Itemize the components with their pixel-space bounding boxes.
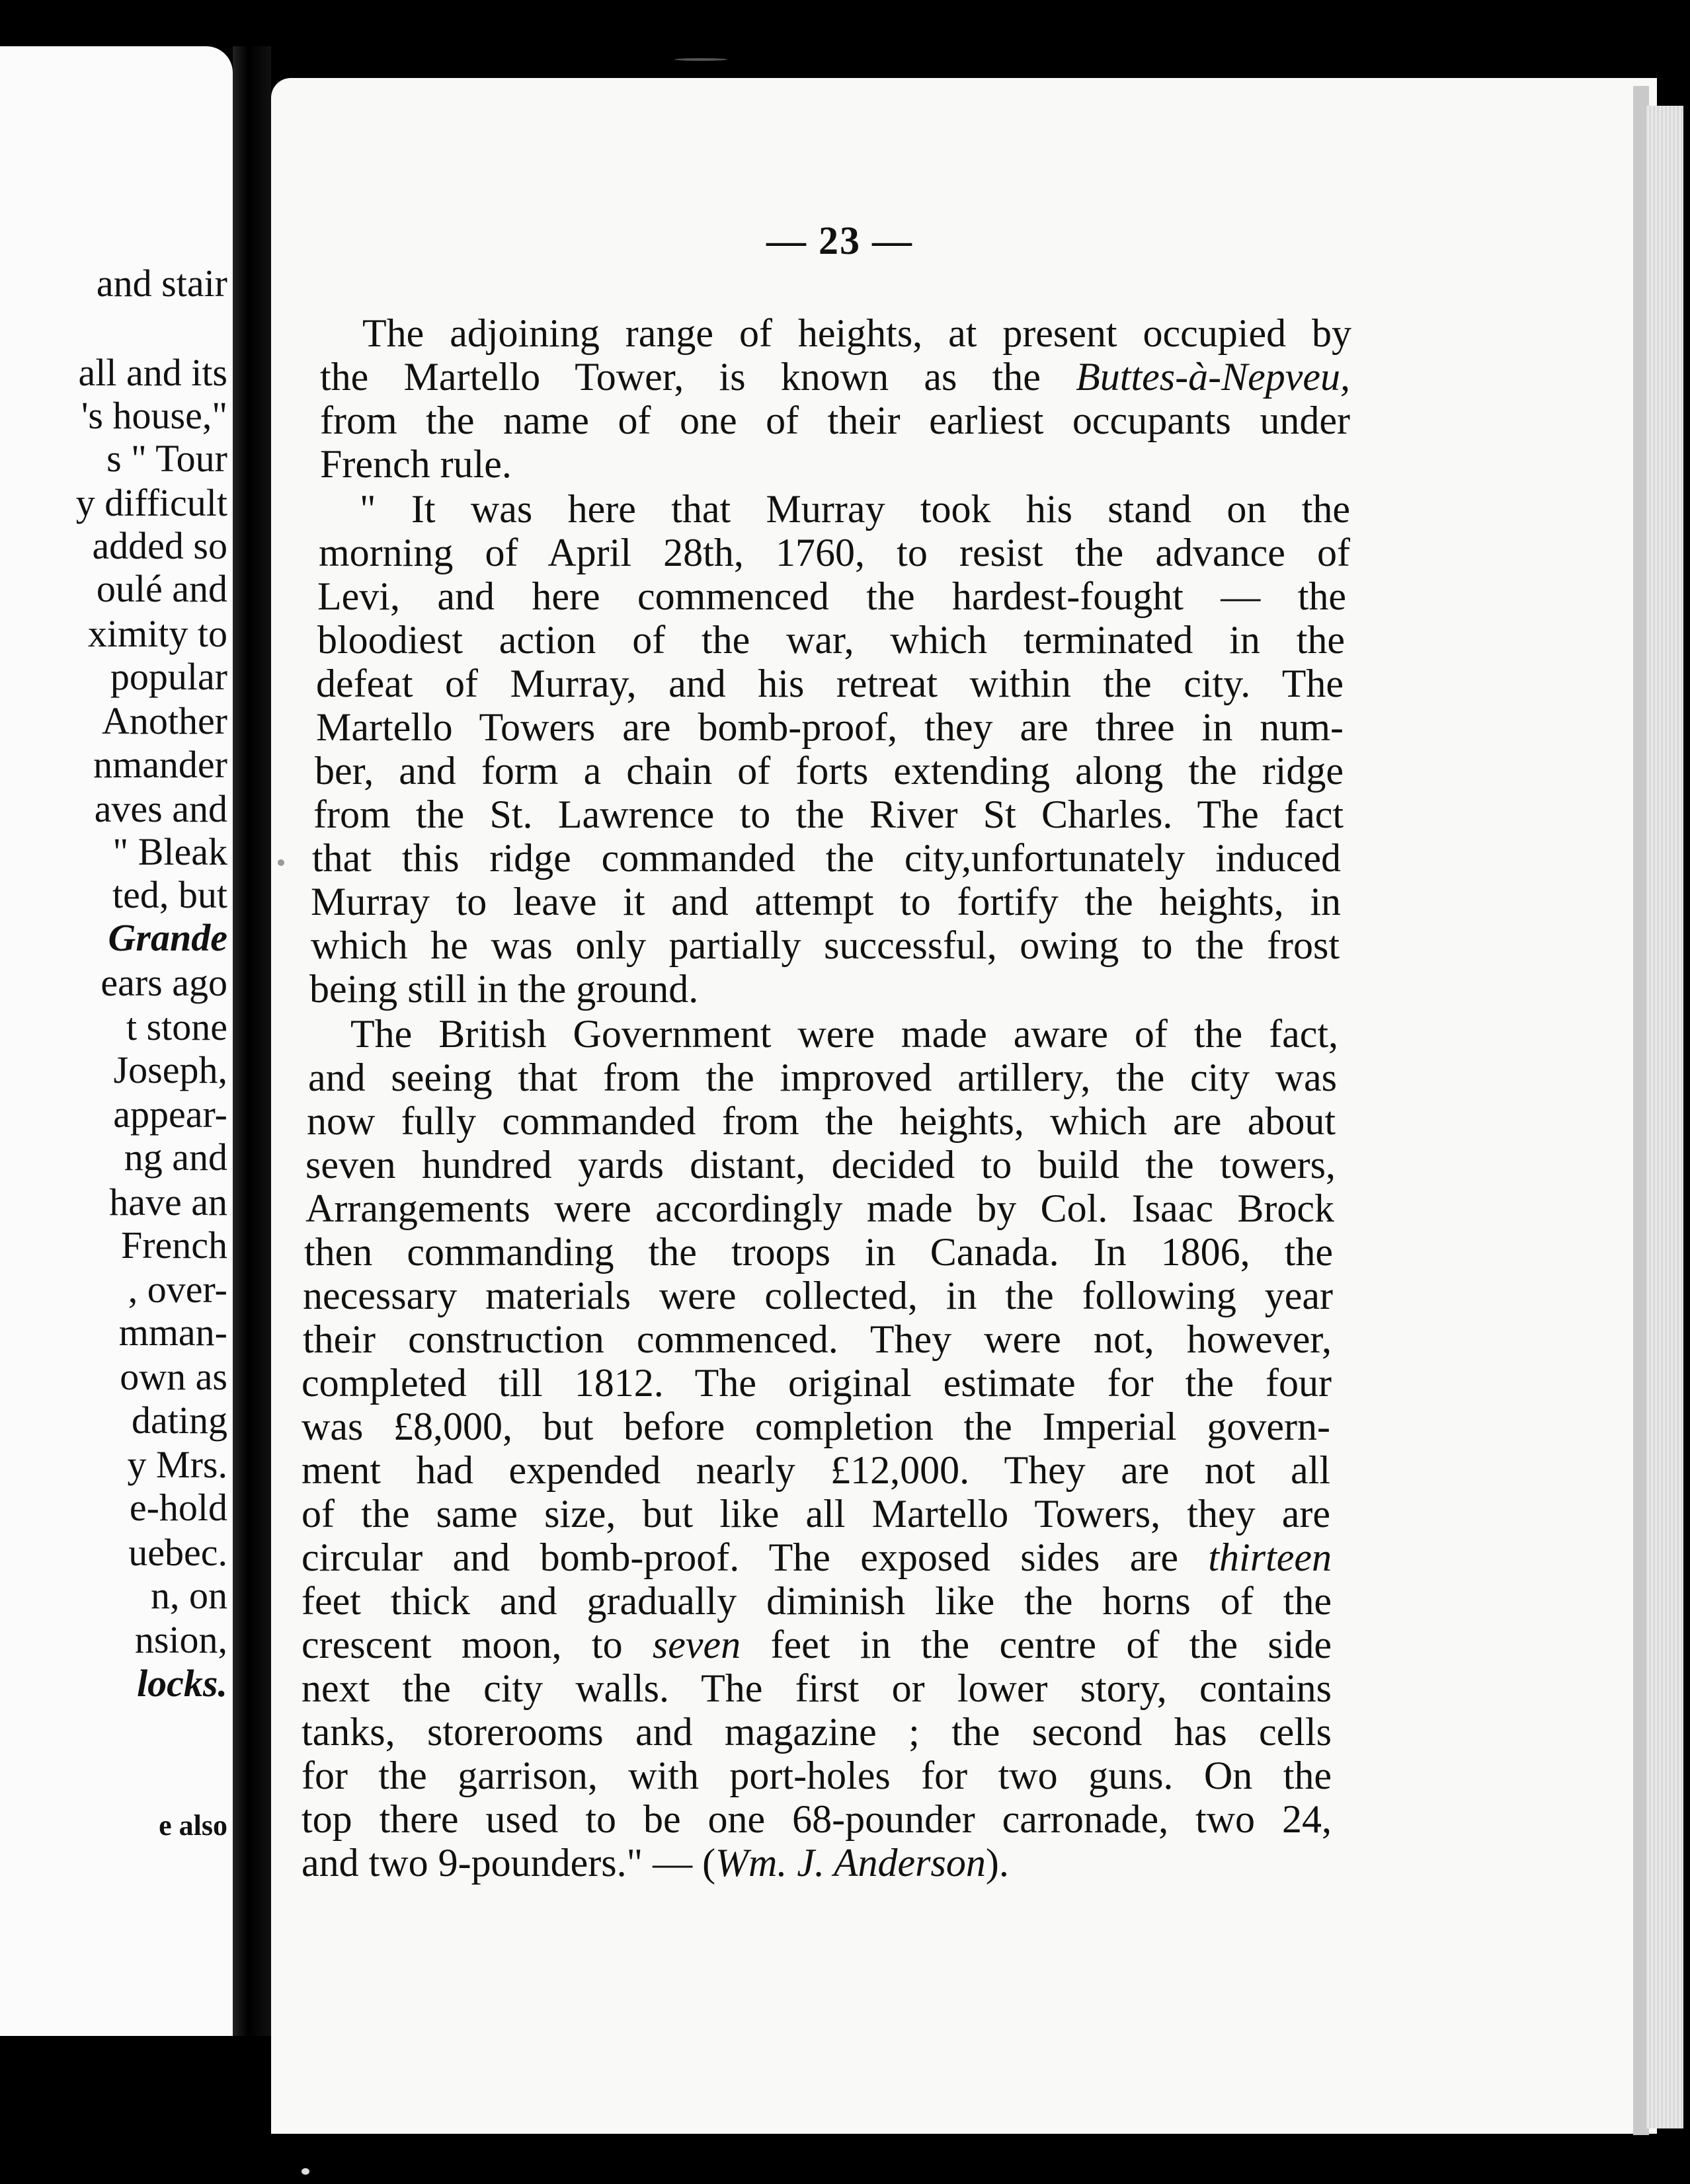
- text-line: French rule.: [320, 442, 512, 486]
- left-page-line: , over-: [128, 1268, 227, 1311]
- left-page-line: mman-: [118, 1311, 227, 1354]
- text-line: then commanding the troops in Canada. In 1806, the: [304, 1230, 1333, 1274]
- left-page-line: all and its: [78, 351, 227, 394]
- text-line: ment had expended nearly £12,000. They are not all: [302, 1448, 1330, 1492]
- left-page-line: added so: [92, 524, 227, 567]
- left-page-line: ted, but: [112, 873, 227, 916]
- left-page-line: y difficult: [75, 481, 227, 524]
- text-line: Levi, and here commenced the hardest-fought — the: [317, 574, 1346, 618]
- left-page-line: n, on: [151, 1574, 227, 1617]
- page-number: — 23 —: [766, 219, 913, 262]
- left-page-line: own as: [120, 1355, 227, 1398]
- text-line: of the same size, but like all Martello Towers, they are: [302, 1492, 1330, 1536]
- left-page-line: popular: [110, 655, 227, 698]
- text-line: bloodiest action of the war, which terminated in the: [317, 618, 1345, 662]
- scan-speck: [674, 58, 727, 61]
- text-line: seven hundred yards distant, decided to build the towers,: [305, 1143, 1336, 1187]
- scan-speck: [278, 859, 284, 866]
- text-line: and two 9-pounders." — (Wm. J. Anderson).: [302, 1841, 1009, 1885]
- left-page-line: uebec.: [128, 1531, 227, 1574]
- text-line: ber, and form a chain of forts extending along the ridge: [315, 749, 1344, 793]
- left-page-line: locks.: [137, 1662, 227, 1705]
- left-page-line: nmander: [93, 743, 227, 786]
- author-attribution-italic: Wm. J. Anderson: [715, 1841, 986, 1885]
- text-line: their construction commenced. They were not, however,: [303, 1317, 1332, 1361]
- text-line: for the garrison, with port-holes for two guns. On the: [302, 1754, 1332, 1797]
- text-line: circular and bomb-proof. The exposed sides are thirteen: [302, 1536, 1332, 1579]
- left-page-line: dating: [132, 1399, 227, 1442]
- text-line: that this ridge commanded the city,unfortunately induced: [312, 836, 1341, 880]
- left-page-line: ng and: [124, 1136, 227, 1179]
- left-page-line: ears ago: [101, 961, 227, 1004]
- left-page-line: aves and: [94, 787, 227, 830]
- left-page-line: 's house,": [81, 394, 227, 437]
- left-page-line: t stone: [126, 1005, 227, 1048]
- text-line: " It was here that Murray took his stand on the: [360, 487, 1350, 531]
- text-line: The adjoining range of heights, at present occupied by: [362, 311, 1351, 355]
- text-line: tanks, storerooms and magazine ; the second has cells: [302, 1710, 1332, 1754]
- text-line: being still in the ground.: [309, 967, 699, 1011]
- place-name-italic: Buttes-à-Nepveu,: [1076, 355, 1350, 399]
- text-line: completed till 1812. The original estimate for the four: [302, 1361, 1332, 1405]
- text-line: the Martello Tower, is known as the Buttes-à-Nepveu,: [320, 355, 1350, 399]
- text-line: morning of April 28th, 1760, to resist the advance of: [319, 531, 1350, 574]
- text-line: necessary materials were collected, in the following year: [303, 1274, 1333, 1317]
- text-line: Martello Towers are bomb-proof, they are three in num-: [316, 705, 1344, 749]
- left-page-line: Joseph,: [113, 1048, 227, 1091]
- text-line: next the city walls. The first or lower story, contains: [302, 1666, 1332, 1710]
- left-page-line: s " Tour: [106, 437, 227, 480]
- left-page-line: e also: [159, 1809, 227, 1842]
- emphasis-italic: seven: [652, 1623, 741, 1666]
- left-page-line: and stair: [96, 262, 227, 305]
- text-line: from the St. Lawrence to the River St Charles. The fact: [313, 793, 1344, 836]
- text-line: The British Government were made aware of the fact,: [350, 1012, 1338, 1056]
- left-page-line: have an: [109, 1181, 227, 1224]
- text-line: crescent moon, to seven feet in the centre of the side: [302, 1623, 1332, 1666]
- left-page-line: French: [120, 1224, 227, 1267]
- scan-speck: [302, 2168, 309, 2175]
- text-line: from the name of one of their earliest occupants under: [320, 399, 1350, 442]
- left-page-line: oulé and: [96, 567, 227, 610]
- text-line: feet thick and gradually diminish like the horns of the: [302, 1579, 1332, 1623]
- left-page-line: nsion,: [134, 1618, 227, 1661]
- text-line: was £8,000, but before completion the Imperial govern-: [302, 1405, 1330, 1448]
- left-page-line: Grande: [108, 916, 227, 959]
- left-page-line: e-hold: [129, 1486, 227, 1529]
- text-line: now fully commanded from the heights, which are about: [307, 1099, 1336, 1143]
- text-line: top there used to be one 68-pounder carronade, two 24,: [302, 1797, 1332, 1841]
- text-line: defeat of Murray, and his retreat within the city. The: [316, 662, 1344, 705]
- left-page-line: " Bleak: [112, 830, 227, 873]
- emphasis-italic: thirteen: [1208, 1536, 1332, 1579]
- text-line: and seeing that from the improved artillery, the city was: [308, 1056, 1337, 1099]
- left-page-line: ximity to: [87, 612, 227, 655]
- left-page-line: appear-: [113, 1093, 227, 1136]
- text-line: Murray to leave it and attempt to fortify the heights, in: [311, 880, 1341, 923]
- left-page-line: y Mrs.: [127, 1443, 227, 1486]
- text-line: Arrangements were accordingly made by Col. Isaac Brock: [305, 1187, 1334, 1230]
- text-line: which he was only partially successful, owing to the frost: [311, 923, 1340, 967]
- left-page-line: Another: [101, 699, 227, 742]
